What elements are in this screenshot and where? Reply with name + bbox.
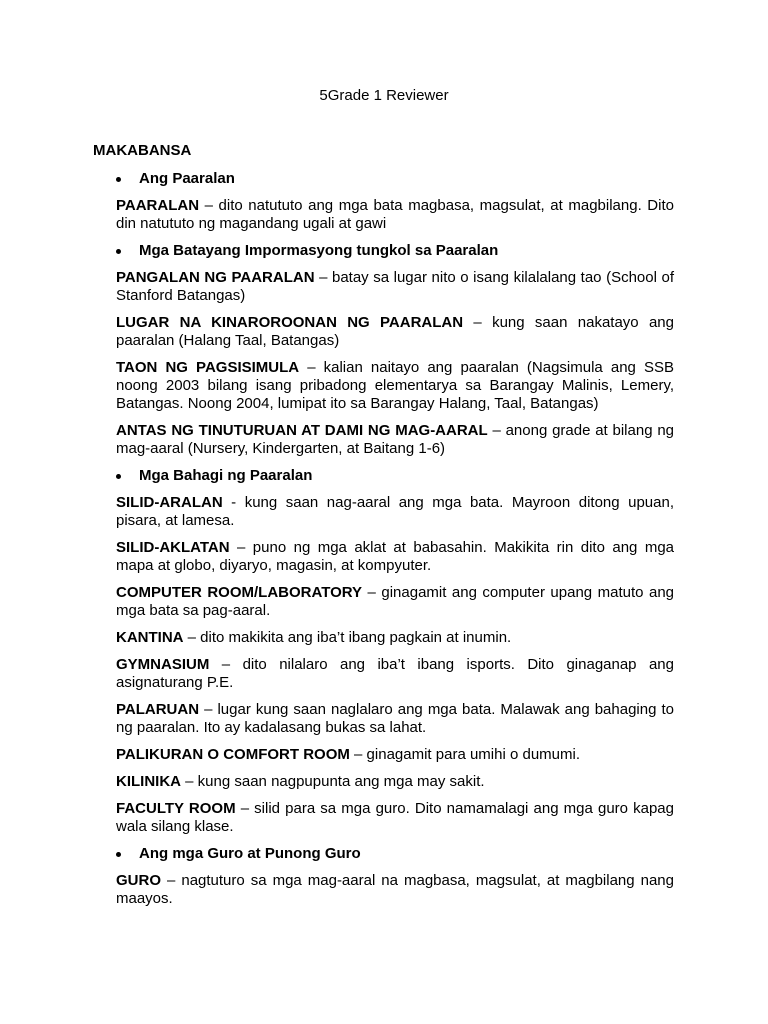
definition-text: – dito natututo ang mga bata magbasa, magsulat, at magbilang. Dito din natututo ng magandang ugali at gawi [116,197,674,232]
definition-term: GYMNASIUM [116,656,210,673]
definition-text: – dito nilalaro ang iba’t ibang isports. Dito ginaganap ang asignaturang P.E. [116,656,674,691]
bullet-dot-icon [116,474,121,479]
definition-paragraph [116,800,674,836]
definition-paragraph [116,539,674,575]
definition-text: – lugar kung saan naglalaro ang mga bata. Malawak ang bahaging to ng paaralan. Ito ay kadalasang bukas sa lahat. [116,701,674,736]
document-title: 5Grade 1 Reviewer [319,87,449,104]
section-heading: MAKABANSA [93,142,192,159]
definition-text: – ginagamit ang computer upang matuto ang mga bata sa pag-aaral. [116,584,675,619]
definition-paragraph [116,269,674,305]
document-body [116,170,674,917]
definition-text: – puno ng mga aklat at babasahin. Makikita rin dito ang mga mapa at globo, diyaryo, magasin, at kompyuter. [116,539,674,574]
definition-paragraph [116,746,674,764]
definition-paragraph [116,422,674,458]
definition-term: KANTINA [116,629,184,646]
definition-text: – silid para sa mga guro. Dito namamalagi ang mga guro kapag wala silang klase. [116,800,674,835]
definition-term: PALIKURAN O COMFORT ROOM [116,746,350,763]
definition-text: – batay sa lugar nito o isang kilalalang tao (School of Stanford Batangas) [116,269,674,304]
bullet-heading-text: Mga Bahagi ng Paaralan [139,467,313,484]
definition-paragraph [116,197,674,233]
definition-term: LUGAR NA KINAROROONAN NG PAARALAN [116,314,464,331]
bullet-heading [116,242,674,260]
bullet-dot-icon [116,852,121,857]
definition-term: PAARALAN [116,197,200,214]
definition-term: SILID-ARALAN [116,494,223,511]
definition-paragraph [116,656,674,692]
definition-text: – nagtuturo sa mga mag-aaral na magbasa, magsulat, at magbilang nang maayos. [116,872,674,907]
definition-paragraph [116,314,674,350]
definition-paragraph [116,701,674,737]
definition-term: GURO [116,872,161,889]
bullet-heading [116,170,674,188]
definition-term: PANGALAN NG PAARALAN [116,269,315,286]
definition-paragraph [116,629,674,647]
definition-term: KILINIKA [116,773,181,790]
bullet-heading-text: Ang mga Guro at Punong Guro [139,845,361,862]
definition-term: FACULTY ROOM [116,800,236,817]
definition-text: - kung saan nag-aaral ang mga bata. Mayroon ditong upuan, pisara, at lamesa. [116,494,674,529]
definition-term: SILID-AKLATAN [116,539,230,556]
definition-text: – kalian naitayo ang paaralan (Nagsimula ang SSB noong 2003 bilang isang pribadong elementarya sa Barangay Malinis, Lemery, Batangas. Noong 2004, lumipat ito sa Barangay Halang, Taal, Batangas) [116,359,674,412]
bullet-heading-text: Ang Paaralan [139,170,235,187]
definition-term: ANTAS NG TINUTURUAN AT DAMI NG MAG-AARAL [116,422,488,439]
bullet-heading [116,845,674,863]
definition-paragraph [116,494,674,530]
definition-paragraph [116,773,674,791]
definition-text: – kung saan nagpupunta ang mga may sakit. [181,773,485,790]
definition-term: COMPUTER ROOM/LABORATORY [116,584,363,601]
bullet-dot-icon [116,249,121,254]
definition-paragraph [116,872,674,908]
definition-term: TAON NG PAGSISIMULA [116,359,300,376]
definition-text: – ginagamit para umihi o dumumi. [349,746,580,763]
bullet-dot-icon [116,177,121,182]
bullet-heading [116,467,674,485]
definition-text: – dito makikita ang iba’t ibang pagkain at inumin. [183,629,512,646]
definition-text: – kung saan nakatayo ang paaralan (Halang Taal, Batangas) [116,314,674,349]
definition-paragraph [116,359,674,413]
definition-text: – anong grade at bilang ng mag-aaral (Nursery, Kindergarten, at Baitang 1-6) [116,422,675,457]
bullet-heading-text: Mga Batayang Impormasyong tungkol sa Paaralan [139,242,499,259]
definition-paragraph [116,584,674,620]
definition-term: PALARUAN [116,701,200,718]
